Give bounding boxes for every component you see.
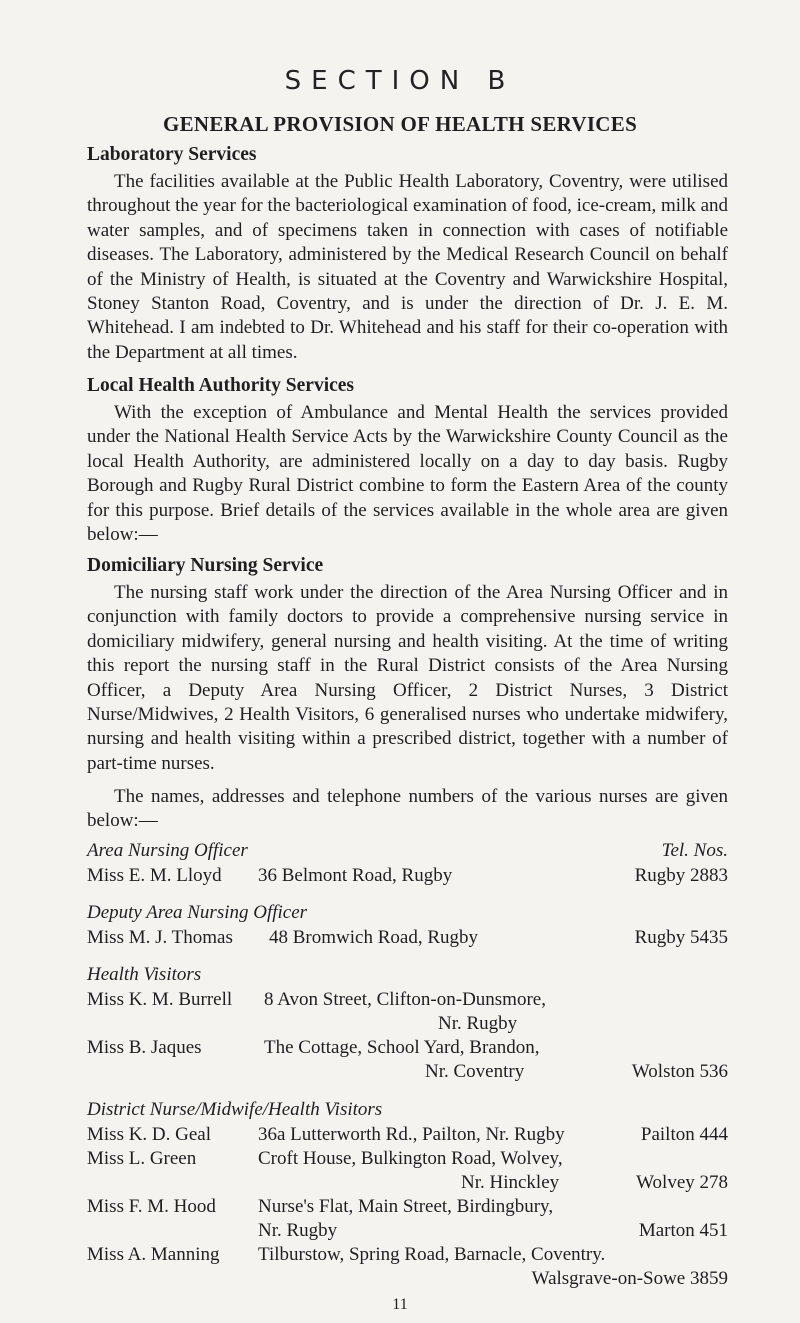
tel-nos-label: Tel. Nos. bbox=[661, 840, 728, 861]
laboratory-paragraph: The facilities available at the Public Health Laboratory, Coventry, were utilised throughout the year for the bacteriological examination of food, ice-cream, milk and water samples, and of specimens taken in connection with cases of notifiable diseases. The Laboratory, administered by the Medical Research Council on behalf of the Ministry of Health, is situated at the Coventry and Warwickshire Hospital, Stoney Stanton Road, Coventry, and is under the direction of Dr. J. E. M. Whitehead. I am indebted to Dr. Whitehead and his staff for their co-operation with the Department at all times. bbox=[87, 171, 729, 363]
section-title: SECTION B bbox=[284, 66, 516, 96]
dn3-address-1: Nurse's Flat, Main Street, Birdingbury, bbox=[258, 1196, 554, 1217]
dn2-name: Miss L. Green bbox=[87, 1148, 197, 1169]
hv1-address-1: 8 Avon Street, Clifton-on-Dunsmore, bbox=[264, 989, 546, 1010]
area-officer-name: Miss E. M. Lloyd bbox=[87, 865, 222, 886]
domiciliary-paragraph-1: The nursing staff work under the direction of the Area Nursing Officer and in conjunction with family doctors to provide a comprehensive nursing service in domiciliary midwifery, general nursing and health visiting. At the time of writing this report the nursing staff in the Rural District consists of the Area Nursing Officer, a Deputy Area Nursing Officer, 2 District Nurses, 3 District Nurse/Midwives, 2 Health Visitors, 6 generalised nurses who undertake midwifery, nursing and health visiting within a prescribed district, together with a number of part-time nurses. bbox=[87, 582, 728, 774]
hv2-tel: Wolston 536 bbox=[631, 1061, 728, 1082]
dn2-address-1: Croft House, Bulkington Road, Wolvey, bbox=[258, 1148, 563, 1169]
dn1-name: Miss K. D. Geal bbox=[87, 1124, 212, 1145]
dn2-address-2: Nr. Hinckley bbox=[461, 1172, 560, 1193]
dn1-address: 36a Lutterworth Rd., Pailton, Nr. Rugby bbox=[258, 1124, 565, 1145]
dn3-tel: Marton 451 bbox=[638, 1220, 728, 1241]
area-officer-address: 36 Belmont Road, Rugby bbox=[258, 865, 453, 886]
hv2-address-2: Nr. Coventry bbox=[425, 1061, 525, 1082]
local-health-heading: Local Health Authority Services bbox=[87, 375, 355, 396]
dn4-address: Tilburstow, Spring Road, Barnacle, Coventry. bbox=[258, 1244, 606, 1265]
dn4-name: Miss A. Manning bbox=[87, 1244, 220, 1265]
district-nurse-label: District Nurse/Midwife/Health Visitors bbox=[87, 1099, 383, 1120]
local-health-paragraph: With the exception of Ambulance and Mental Health the services provided under the National Health Service Acts by the Warwickshire County Council as the local Health Authority, are administered locally on a day to day basis. Rugby Borough and Rugby Rural District combine to form the Eastern Area of the county for this purpose. Brief details of the services available in the whole area are given below:— bbox=[87, 402, 728, 546]
page-number: 11 bbox=[392, 1296, 408, 1313]
hv1-address-2: Nr. Rugby bbox=[438, 1013, 518, 1034]
main-heading: GENERAL PROVISION OF HEALTH SERVICES bbox=[162, 112, 638, 136]
dn3-address-2: Nr. Rugby bbox=[258, 1220, 338, 1241]
dn3-name: Miss F. M. Hood bbox=[87, 1196, 216, 1217]
dn2-tel: Wolvey 278 bbox=[636, 1172, 728, 1193]
domiciliary-paragraph-2: The names, addresses and telephone numbers of the various nurses are given below:— bbox=[87, 786, 728, 832]
area-officer-tel: Rugby 2883 bbox=[634, 865, 728, 886]
deputy-tel: Rugby 5435 bbox=[634, 927, 728, 948]
hv2-address-1: The Cottage, School Yard, Brandon, bbox=[264, 1037, 540, 1058]
deputy-name: Miss M. J. Thomas bbox=[87, 927, 233, 948]
domiciliary-heading: Domiciliary Nursing Service bbox=[87, 555, 324, 576]
deputy-label: Deputy Area Nursing Officer bbox=[87, 902, 308, 923]
hv1-name: Miss K. M. Burrell bbox=[87, 989, 233, 1010]
dn4-tel: Walsgrave-on-Sowe 3859 bbox=[531, 1268, 728, 1289]
health-visitors-label: Health Visitors bbox=[87, 964, 202, 985]
deputy-address: 48 Bromwich Road, Rugby bbox=[269, 927, 478, 948]
area-officer-label: Area Nursing Officer bbox=[87, 840, 248, 861]
dn1-tel: Pailton 444 bbox=[640, 1124, 728, 1145]
hv2-name: Miss B. Jaques bbox=[87, 1037, 202, 1058]
laboratory-heading: Laboratory Services bbox=[87, 144, 257, 165]
